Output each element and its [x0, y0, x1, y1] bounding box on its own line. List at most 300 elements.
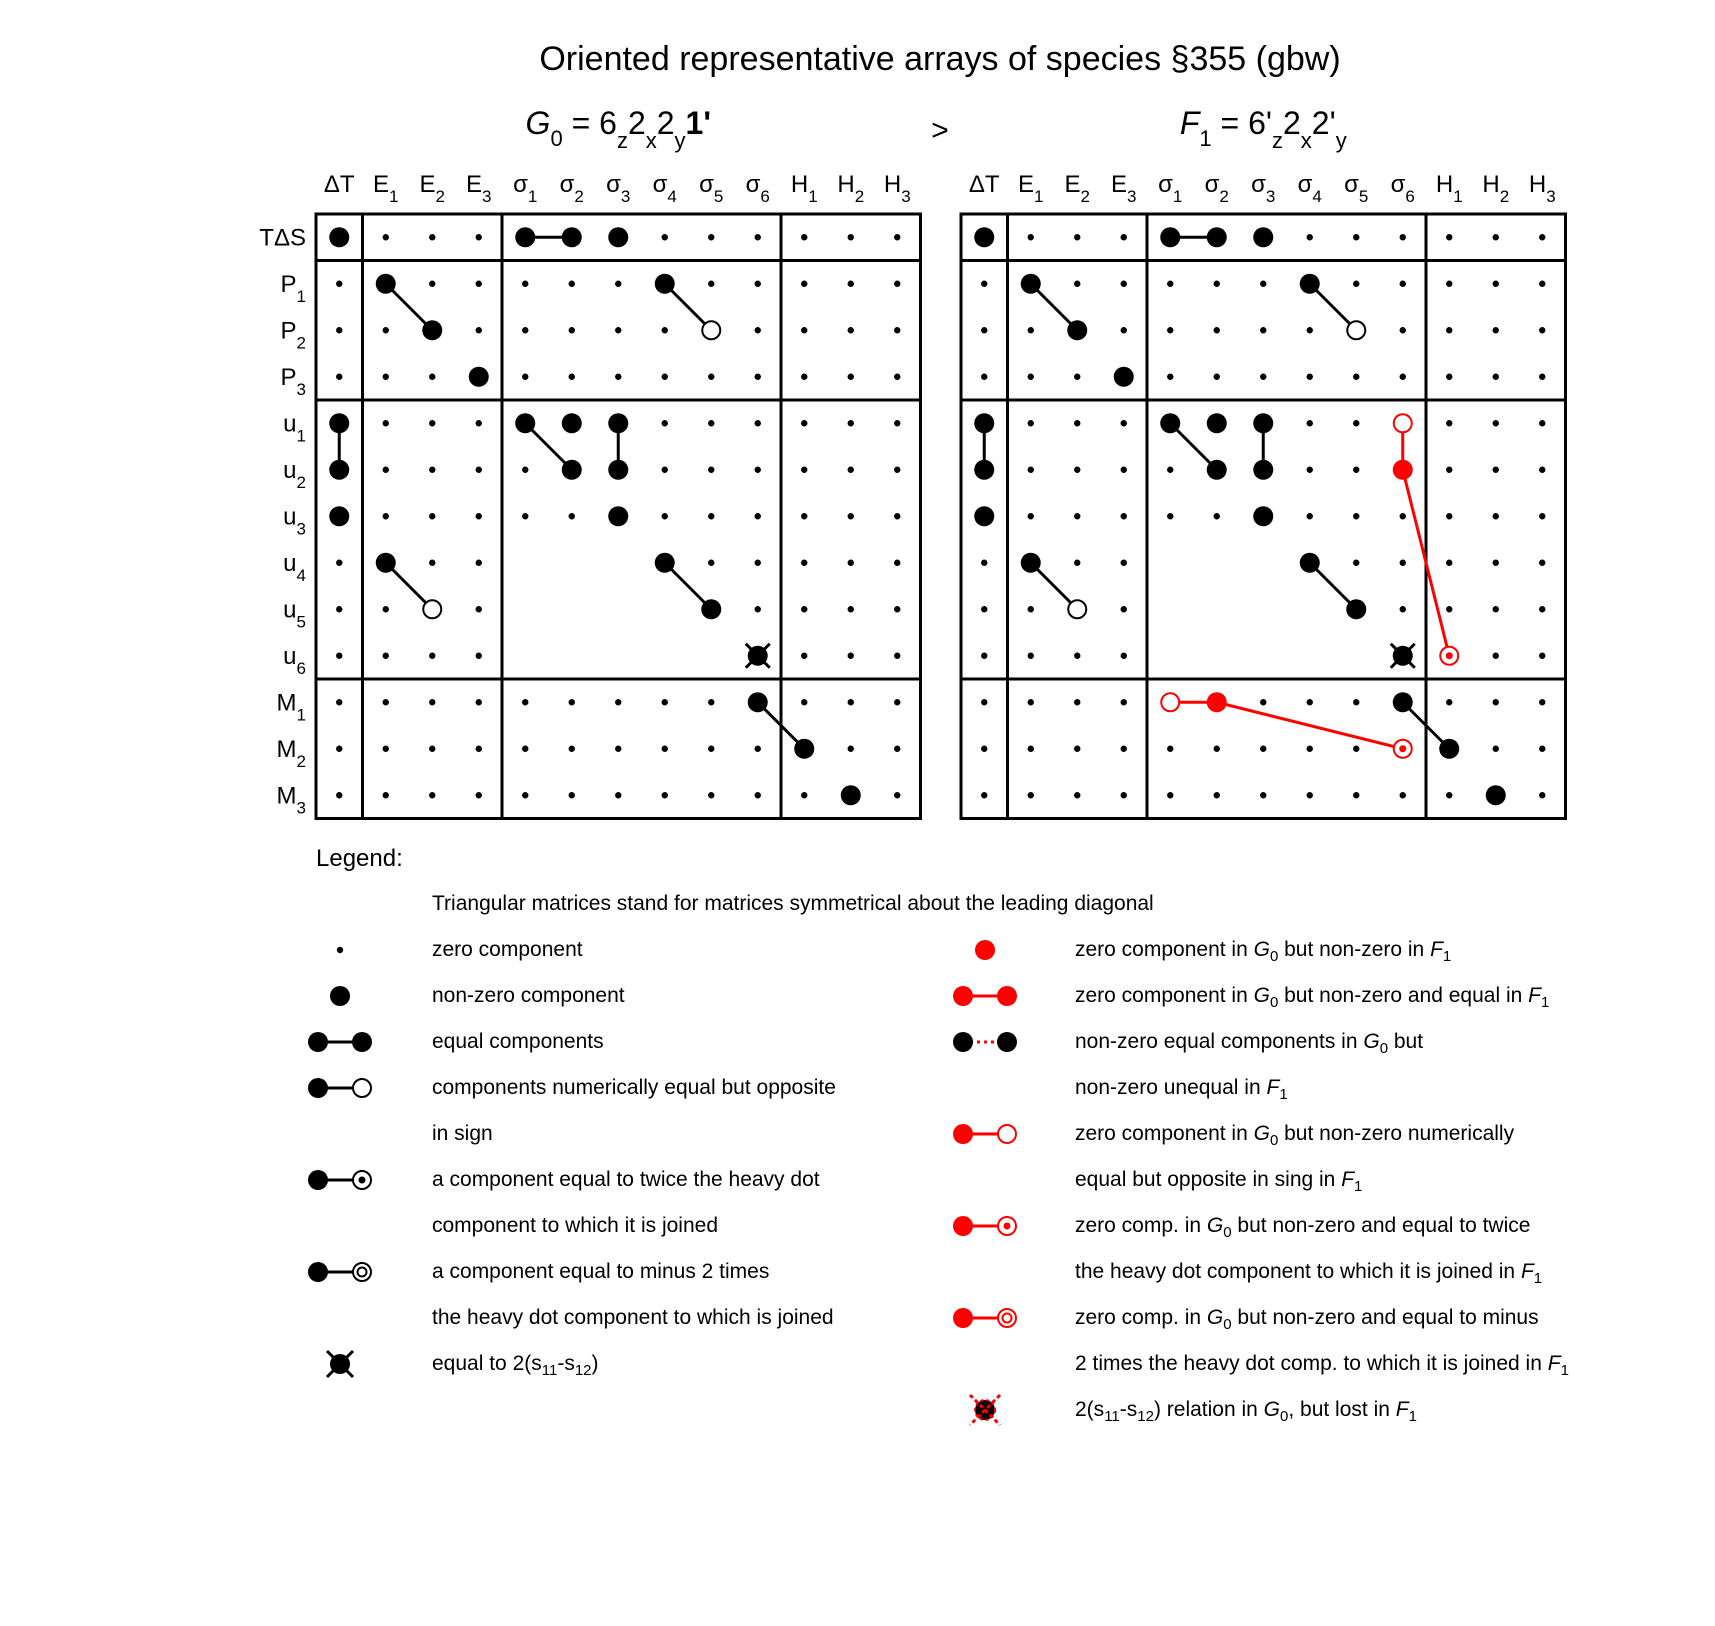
zero-component	[1028, 792, 1034, 798]
zero-component	[801, 653, 807, 659]
zero-component	[755, 420, 761, 426]
zero-component	[801, 513, 807, 519]
legend-text: the heavy dot component to which is joined	[432, 1306, 834, 1329]
zero-component	[662, 746, 668, 752]
legend-icon-equal	[308, 1032, 372, 1052]
zero-component	[848, 467, 854, 473]
legend-text: zero comp. in $G_0$ but non-zero and equal to minus	[1075, 1306, 1539, 1334]
array-heading: $F_1 = 6'_z2_x2'_y$	[1179, 105, 1347, 153]
zero-component	[1400, 560, 1406, 566]
zero-component	[429, 374, 435, 380]
zero-component	[755, 560, 761, 566]
opposite-sign-component	[1347, 321, 1365, 339]
zero-component	[801, 606, 807, 612]
zero-component	[755, 234, 761, 240]
zero-component	[894, 560, 900, 566]
zero-component	[429, 699, 435, 705]
column-header: $H_2$	[1482, 171, 1510, 206]
zero-component	[615, 327, 621, 333]
nonzero-component	[376, 553, 396, 573]
column-header: $H_2$	[837, 171, 865, 206]
zero-component	[894, 327, 900, 333]
zero-component	[1493, 420, 1499, 426]
nonzero-component	[422, 320, 442, 340]
zero-component	[848, 560, 854, 566]
zero-component	[615, 281, 621, 287]
zero-component	[1074, 513, 1080, 519]
zero-component	[848, 374, 854, 380]
nonzero-component	[329, 227, 349, 247]
zero-component	[1539, 327, 1545, 333]
zero-component	[894, 513, 900, 519]
zero-component	[569, 374, 575, 380]
zero-component	[429, 281, 435, 287]
column-header: ΔT	[968, 171, 1000, 198]
legend-icon-red-cross	[970, 1395, 1000, 1425]
zero-component	[894, 234, 900, 240]
zero-component	[1074, 420, 1080, 426]
zero-component	[1493, 513, 1499, 519]
zero-component	[1539, 560, 1545, 566]
zero-component	[1121, 560, 1127, 566]
zero-component	[1539, 699, 1545, 705]
legend-note: Triangular matrices stand for matrices symmetrical about the leading diagonal	[432, 892, 1154, 915]
zero-component	[1121, 653, 1127, 659]
nonzero-component	[974, 227, 994, 247]
zero-component	[429, 746, 435, 752]
zero-component	[848, 746, 854, 752]
nonzero-component	[974, 413, 994, 433]
nonzero-component	[1114, 367, 1134, 387]
zero-component	[1400, 374, 1406, 380]
zero-component	[1353, 234, 1359, 240]
zero-component	[848, 606, 854, 612]
zero-component	[429, 513, 435, 519]
legend-text: equal but opposite in sing in $F_1$	[1075, 1168, 1363, 1196]
nonzero-component	[1253, 413, 1273, 433]
nonzero-component	[1207, 460, 1227, 480]
legend-icon-red-opposite	[953, 1124, 1016, 1144]
new-nonzero-component	[1207, 692, 1227, 712]
zero-component	[383, 653, 389, 659]
zero-component	[708, 560, 714, 566]
relation-component	[1391, 644, 1415, 668]
zero-component	[1493, 281, 1499, 287]
zero-component	[1214, 327, 1220, 333]
zero-component	[1121, 420, 1127, 426]
opposite-sign-component	[702, 321, 720, 339]
nonzero-component	[608, 506, 628, 526]
zero-component	[848, 281, 854, 287]
zero-component	[1074, 746, 1080, 752]
zero-component	[1307, 513, 1313, 519]
column-header: $\sigma_1$	[513, 171, 538, 206]
opposite-sign-component	[423, 600, 441, 618]
zero-component	[1539, 513, 1545, 519]
legend-title: Legend:	[316, 845, 403, 872]
column-header: $\sigma_5$	[699, 171, 724, 206]
nonzero-component	[1253, 506, 1273, 526]
new-opposite-sign-component	[1161, 693, 1179, 711]
zero-component	[1167, 327, 1173, 333]
column-header: $H_1$	[790, 171, 818, 206]
zero-component	[981, 746, 987, 752]
zero-component	[569, 327, 575, 333]
row-header: $u_3$	[283, 503, 306, 539]
zero-component	[615, 374, 621, 380]
zero-component	[1493, 606, 1499, 612]
nonzero-component	[515, 413, 535, 433]
zero-component	[1493, 234, 1499, 240]
zero-component	[1353, 792, 1359, 798]
zero-component	[1400, 327, 1406, 333]
legend-text: equal to $2(s_{11}-s_{12})$	[432, 1352, 599, 1380]
zero-component	[1074, 792, 1080, 798]
column-header: $\sigma_2$	[559, 171, 584, 206]
nonzero-component	[1253, 460, 1273, 480]
legend-icon-dot	[337, 947, 343, 953]
row-header: TΔS	[259, 224, 306, 252]
zero-component	[1028, 374, 1034, 380]
zero-component	[522, 374, 528, 380]
zero-component	[1353, 467, 1359, 473]
zero-component	[981, 699, 987, 705]
zero-component	[981, 792, 987, 798]
zero-component	[336, 327, 342, 333]
zero-component	[569, 281, 575, 287]
zero-component	[476, 699, 482, 705]
legend-text: component to which it is joined	[432, 1214, 718, 1237]
row-header: $M_3$	[276, 782, 306, 818]
zero-component	[1353, 699, 1359, 705]
zero-component	[1493, 699, 1499, 705]
legend-icon-red-equal	[953, 986, 1017, 1006]
legend-text: equal components	[432, 1030, 604, 1053]
zero-component	[383, 374, 389, 380]
legend-icon-cross	[327, 1351, 353, 1377]
zero-component	[801, 560, 807, 566]
zero-component	[1307, 420, 1313, 426]
column-header: $\sigma_4$	[1297, 171, 1322, 206]
nonzero-component	[655, 274, 675, 294]
zero-component	[1446, 513, 1452, 519]
new-twice-component	[1394, 740, 1412, 758]
legend-text: a component equal to minus 2 times	[432, 1260, 770, 1283]
zero-component	[476, 653, 482, 659]
zero-component	[1539, 606, 1545, 612]
zero-component	[1353, 281, 1359, 287]
nonzero-component	[469, 367, 489, 387]
zero-component	[894, 699, 900, 705]
zero-component	[1493, 653, 1499, 659]
zero-component	[1167, 281, 1173, 287]
zero-component	[1539, 746, 1545, 752]
new-nonzero-component	[1393, 460, 1413, 480]
zero-component	[1493, 560, 1499, 566]
zero-component	[1539, 281, 1545, 287]
row-header: $u_6$	[283, 642, 306, 678]
row-header: $P_1$	[280, 270, 306, 306]
zero-component	[894, 374, 900, 380]
legend-text: zero component in $G_0$ but non-zero in $F_1$	[1075, 938, 1452, 966]
zero-component	[336, 792, 342, 798]
zero-component	[1074, 374, 1080, 380]
column-header: $E_3$	[466, 171, 492, 206]
zero-component	[522, 513, 528, 519]
zero-component	[1167, 513, 1173, 519]
left-array	[259, 105, 920, 819]
nonzero-component	[1300, 274, 1320, 294]
nonzero-component	[974, 506, 994, 526]
zero-component	[1307, 699, 1313, 705]
zero-component	[569, 792, 575, 798]
zero-component	[1400, 792, 1406, 798]
zero-component	[894, 606, 900, 612]
zero-component	[429, 560, 435, 566]
zero-component	[1028, 606, 1034, 612]
legend-text: the heavy dot component to which it is joined in $F_1$	[1075, 1260, 1543, 1288]
zero-component	[383, 513, 389, 519]
row-header: $u_4$	[283, 549, 306, 585]
zero-component	[1353, 746, 1359, 752]
zero-component	[708, 513, 714, 519]
zero-component	[1121, 792, 1127, 798]
nonzero-component	[1160, 413, 1180, 433]
column-header: $\sigma_6$	[1390, 171, 1415, 206]
zero-component	[336, 746, 342, 752]
row-header: $M_1$	[276, 689, 306, 725]
nonzero-component	[1346, 599, 1366, 619]
zero-component	[894, 653, 900, 659]
zero-component	[1121, 606, 1127, 612]
legend-text: a component equal to twice the heavy dot	[432, 1168, 820, 1191]
zero-component	[1353, 560, 1359, 566]
zero-component	[662, 699, 668, 705]
zero-component	[1028, 420, 1034, 426]
zero-component	[1539, 420, 1545, 426]
zero-component	[894, 467, 900, 473]
nonzero-component	[608, 460, 628, 480]
zero-component	[1167, 467, 1173, 473]
zero-component	[336, 281, 342, 287]
arrays	[259, 105, 1565, 819]
column-header: $\sigma_5$	[1344, 171, 1369, 206]
zero-component	[522, 746, 528, 752]
zero-component	[801, 699, 807, 705]
zero-component	[1353, 374, 1359, 380]
diagram-title: Oriented representative arrays of species §355 (gbw)	[539, 40, 1341, 78]
column-header: $E_1$	[373, 171, 399, 206]
zero-component	[1214, 746, 1220, 752]
zero-component	[429, 792, 435, 798]
component-link	[1217, 702, 1403, 749]
column-header: $H_1$	[1435, 171, 1463, 206]
zero-component	[1400, 606, 1406, 612]
column-header: $\sigma_1$	[1158, 171, 1183, 206]
zero-component	[801, 327, 807, 333]
zero-component	[1167, 792, 1173, 798]
nonzero-component	[608, 227, 628, 247]
zero-component	[801, 234, 807, 240]
zero-component	[848, 234, 854, 240]
zero-component	[848, 653, 854, 659]
legend-text: non-zero equal components in $G_0$ but	[1075, 1030, 1424, 1058]
zero-component	[1074, 699, 1080, 705]
zero-component	[848, 513, 854, 519]
zero-component	[383, 327, 389, 333]
zero-component	[1074, 653, 1080, 659]
legend-text: in sign	[432, 1122, 493, 1145]
column-header: $\sigma_4$	[652, 171, 677, 206]
zero-component	[1446, 606, 1452, 612]
zero-component	[1446, 327, 1452, 333]
zero-component	[981, 374, 987, 380]
zero-component	[522, 699, 528, 705]
column-header: $H_3$	[1528, 171, 1556, 206]
nonzero-component	[1207, 227, 1227, 247]
zero-component	[383, 606, 389, 612]
zero-component	[1307, 374, 1313, 380]
zero-component	[755, 374, 761, 380]
zero-component	[1074, 234, 1080, 240]
column-header: $E_2$	[419, 171, 445, 206]
zero-component	[1307, 746, 1313, 752]
legend-text: components numerically equal but opposite	[432, 1076, 836, 1099]
nonzero-component	[1021, 274, 1041, 294]
zero-component	[1493, 467, 1499, 473]
zero-component	[1493, 327, 1499, 333]
zero-component	[383, 420, 389, 426]
nonzero-component	[1393, 692, 1413, 712]
zero-component	[1260, 374, 1266, 380]
zero-component	[1446, 467, 1452, 473]
zero-component	[1214, 281, 1220, 287]
zero-component	[1539, 792, 1545, 798]
nonzero-component	[974, 460, 994, 480]
zero-component	[1121, 234, 1127, 240]
zero-component	[981, 606, 987, 612]
nonzero-component	[794, 739, 814, 759]
zero-component	[1260, 699, 1266, 705]
legend-text: non-zero unequal in $F_1$	[1075, 1076, 1288, 1104]
column-header: $H_3$	[883, 171, 911, 206]
nonzero-component	[329, 413, 349, 433]
zero-component	[383, 792, 389, 798]
legend-text: zero comp. in $G_0$ but non-zero and equal to twice	[1075, 1214, 1531, 1242]
zero-component	[1493, 746, 1499, 752]
nonzero-component	[562, 413, 582, 433]
row-header: $u_5$	[283, 596, 306, 632]
nonzero-component	[1439, 739, 1459, 759]
legend-text: zero component in $G_0$ but non-zero and equal in $F_1$	[1075, 984, 1550, 1012]
nonzero-component	[1160, 227, 1180, 247]
zero-component	[801, 374, 807, 380]
legend-text: zero component	[432, 938, 583, 961]
zero-component	[1446, 560, 1452, 566]
column-header: $\sigma_2$	[1204, 171, 1229, 206]
zero-component	[429, 467, 435, 473]
zero-component	[1214, 374, 1220, 380]
zero-component	[848, 420, 854, 426]
zero-component	[894, 281, 900, 287]
zero-component	[1539, 234, 1545, 240]
nonzero-component	[329, 506, 349, 526]
zero-component	[1307, 327, 1313, 333]
zero-component	[383, 746, 389, 752]
zero-component	[1121, 281, 1127, 287]
zero-component	[662, 420, 668, 426]
zero-component	[569, 699, 575, 705]
zero-component	[1307, 234, 1313, 240]
legend-icon-twice	[308, 1170, 371, 1190]
zero-component	[662, 792, 668, 798]
zero-component	[1446, 420, 1452, 426]
zero-component	[1028, 513, 1034, 519]
zero-component	[476, 467, 482, 473]
zero-component	[476, 420, 482, 426]
zero-component	[662, 467, 668, 473]
zero-component	[708, 467, 714, 473]
zero-component	[1260, 327, 1266, 333]
zero-component	[1446, 281, 1452, 287]
legend-icon-minus2	[308, 1262, 371, 1282]
zero-component	[708, 234, 714, 240]
row-header: $M_2$	[276, 735, 306, 771]
zero-component	[1074, 560, 1080, 566]
legend-text: 2 times the heavy dot comp. to which it is joined in $F_1$	[1075, 1352, 1569, 1380]
new-opposite-sign-component	[1394, 414, 1412, 432]
column-header: $E_1$	[1018, 171, 1044, 206]
zero-component	[569, 513, 575, 519]
zero-component	[1121, 513, 1127, 519]
zero-component	[755, 281, 761, 287]
nonzero-component	[1207, 413, 1227, 433]
legend-icon-heavy	[330, 986, 350, 1006]
zero-component	[522, 281, 528, 287]
zero-component	[1307, 792, 1313, 798]
zero-component	[1214, 513, 1220, 519]
relation-component	[746, 644, 770, 668]
zero-component	[336, 653, 342, 659]
zero-component	[1028, 653, 1034, 659]
row-header: $P_3$	[280, 363, 306, 399]
zero-component	[1121, 746, 1127, 752]
zero-component	[1260, 746, 1266, 752]
zero-component	[1028, 327, 1034, 333]
zero-component	[981, 281, 987, 287]
zero-component	[476, 792, 482, 798]
zero-component	[981, 327, 987, 333]
zero-component	[1400, 281, 1406, 287]
zero-component	[615, 792, 621, 798]
zero-component	[755, 792, 761, 798]
row-header: $u_2$	[283, 456, 306, 492]
zero-component	[476, 746, 482, 752]
zero-component	[1307, 467, 1313, 473]
zero-component	[1400, 513, 1406, 519]
zero-component	[755, 746, 761, 752]
zero-component	[894, 420, 900, 426]
nonzero-component	[562, 227, 582, 247]
zero-component	[894, 746, 900, 752]
legend-icon-red-minus2	[953, 1308, 1016, 1328]
zero-component	[1074, 281, 1080, 287]
zero-component	[476, 560, 482, 566]
zero-component	[1446, 699, 1452, 705]
zero-component	[1121, 327, 1127, 333]
zero-component	[894, 792, 900, 798]
nonzero-component	[841, 785, 861, 805]
